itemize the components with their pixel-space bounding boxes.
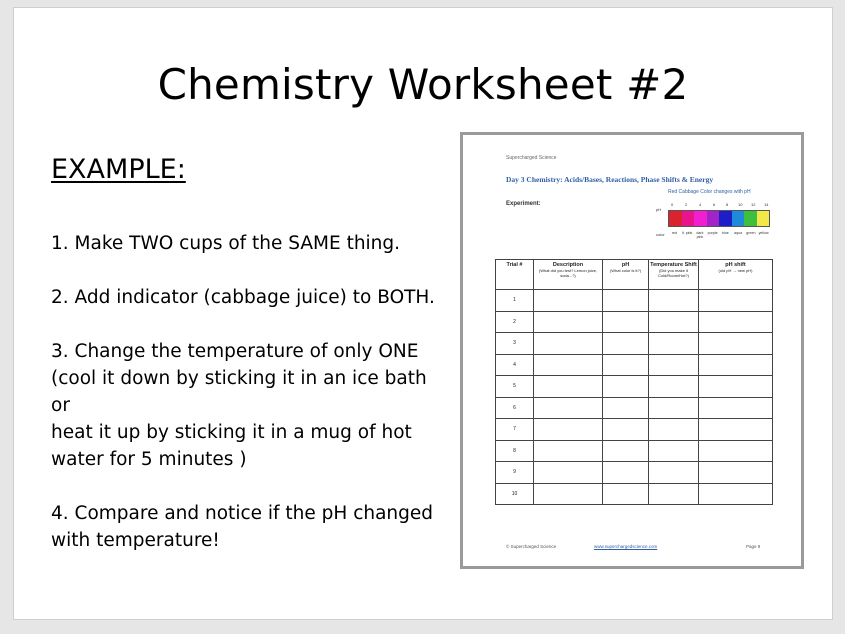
table-cell xyxy=(699,419,773,441)
slide xyxy=(13,7,833,620)
table-cell xyxy=(649,397,699,419)
ph-color-swatch xyxy=(669,211,682,226)
ph-number: 10 xyxy=(738,202,743,207)
table-cell xyxy=(534,462,603,484)
table-cell xyxy=(603,440,649,462)
trial-number: 7 xyxy=(496,419,534,441)
header-ph-shift: pH shift (old pH → new pH) xyxy=(699,260,773,290)
table-cell xyxy=(603,462,649,484)
trial-number: 6 xyxy=(496,397,534,419)
table-row xyxy=(496,333,773,355)
ph-color-swatch xyxy=(694,211,707,226)
table-cell xyxy=(534,376,603,398)
table-cell xyxy=(534,397,603,419)
table-cell xyxy=(649,483,699,505)
step-1: 1. Make TWO cups of the SAME thing. xyxy=(51,233,401,254)
table-row xyxy=(496,483,773,505)
table-cell xyxy=(534,483,603,505)
table-cell xyxy=(603,376,649,398)
color-name: purple xyxy=(707,231,718,235)
table-cell xyxy=(699,354,773,376)
table-row xyxy=(496,290,773,312)
table-cell xyxy=(649,462,699,484)
table-cell xyxy=(649,419,699,441)
ph-color-names xyxy=(668,231,770,241)
ph-color-swatch xyxy=(744,211,757,226)
ph-number: 14 xyxy=(764,202,769,207)
ph-row-label: pH xyxy=(656,207,662,212)
table-cell xyxy=(534,354,603,376)
ph-color-bar xyxy=(668,210,770,227)
worksheet-image xyxy=(460,132,804,569)
ph-number: 12 xyxy=(751,202,756,207)
table-cell xyxy=(699,397,773,419)
worksheet-page xyxy=(463,135,801,566)
ph-number: 0 xyxy=(671,202,674,207)
step-2: 2. Add indicator (cabbage juice) to BOTH. xyxy=(51,287,435,308)
trial-number: 8 xyxy=(496,440,534,462)
color-name: aqua xyxy=(734,231,743,235)
color-name: red xyxy=(671,231,677,235)
table-cell xyxy=(534,440,603,462)
worksheet-brand: Supercharged Science xyxy=(506,155,557,161)
table-cell xyxy=(699,333,773,355)
table-row xyxy=(496,311,773,333)
table-cell xyxy=(534,311,603,333)
worksheet-title: Day 3 Chemistry: Acids/Bases, Reactions, Phase Shifts & Energy xyxy=(506,175,714,184)
ph-color-swatch xyxy=(757,211,770,226)
color-name: dark pink xyxy=(696,231,704,239)
table-row xyxy=(496,397,773,419)
table-cell xyxy=(649,354,699,376)
trial-number: 4 xyxy=(496,354,534,376)
table-cell xyxy=(603,333,649,355)
table-cell xyxy=(603,311,649,333)
ph-scale-numbers xyxy=(668,202,770,208)
header-ph: pH (What color is it?) xyxy=(603,260,649,290)
ph-number: 6 xyxy=(713,202,716,207)
table-cell xyxy=(649,376,699,398)
table-header-row xyxy=(496,260,773,290)
slide-title: Chemistry Worksheet #2 xyxy=(157,60,689,109)
header-temperature-shift: Temperature Shift (Did you make it Cold/Room/Hot?) xyxy=(649,260,699,290)
table-row xyxy=(496,354,773,376)
table-row xyxy=(496,462,773,484)
color-name: green xyxy=(746,231,756,235)
ph-color-swatch xyxy=(707,211,720,226)
ph-number: 4 xyxy=(699,202,702,207)
table-row xyxy=(496,419,773,441)
instruction-steps xyxy=(51,230,451,581)
table-cell xyxy=(603,397,649,419)
ph-number: 8 xyxy=(726,202,729,207)
table-cell xyxy=(603,483,649,505)
table-cell xyxy=(649,333,699,355)
trial-number: 9 xyxy=(496,462,534,484)
table-cell xyxy=(649,440,699,462)
table-row xyxy=(496,440,773,462)
ph-color-swatch xyxy=(732,211,745,226)
table-cell xyxy=(603,290,649,312)
table-cell xyxy=(699,290,773,312)
color-name: lt. pink xyxy=(681,231,693,235)
table-cell xyxy=(649,290,699,312)
step-4: 4. Compare and notice if the pH changed with temperature! xyxy=(51,503,434,551)
ph-number: 2 xyxy=(685,202,688,207)
table-cell xyxy=(699,483,773,505)
table-row xyxy=(496,376,773,398)
table-cell xyxy=(699,462,773,484)
example-heading: EXAMPLE: xyxy=(51,154,186,185)
worksheet-footer-copyright: © Supercharged Science xyxy=(506,544,557,549)
trial-number: 5 xyxy=(496,376,534,398)
ph-chart-caption: Red Cabbage Color changes with pH xyxy=(668,189,751,195)
color-row-label: color xyxy=(656,232,665,237)
table-cell xyxy=(534,419,603,441)
color-name: yellow xyxy=(758,231,769,235)
trial-number: 1 xyxy=(496,290,534,312)
step-3: 3. Change the temperature of only ONE (cool it down by sticking it in an ice bath or heat it up by sticking it in a mug of hot water for 5 minutes ) xyxy=(51,341,427,470)
table-cell xyxy=(649,311,699,333)
trial-table xyxy=(495,259,773,505)
experiment-label: Experiment: xyxy=(506,201,541,207)
header-description: Description (What did you test? Lemon juice, soda...?) xyxy=(534,260,603,290)
ph-color-swatch xyxy=(719,211,732,226)
worksheet-footer-page: Page 9 xyxy=(746,544,761,549)
table-cell xyxy=(603,354,649,376)
color-name: blue xyxy=(721,231,729,235)
table-cell xyxy=(699,311,773,333)
table-cell xyxy=(699,376,773,398)
table-cell xyxy=(534,290,603,312)
table-cell xyxy=(699,440,773,462)
ph-color-swatch xyxy=(682,211,695,226)
table-cell xyxy=(603,419,649,441)
trial-number: 3 xyxy=(496,333,534,355)
trial-number: 2 xyxy=(496,311,534,333)
header-trial: Trial # xyxy=(496,260,534,290)
worksheet-footer-link: www.superchargedscience.com xyxy=(594,544,658,549)
table-cell xyxy=(534,333,603,355)
trial-number: 10 xyxy=(496,483,534,505)
